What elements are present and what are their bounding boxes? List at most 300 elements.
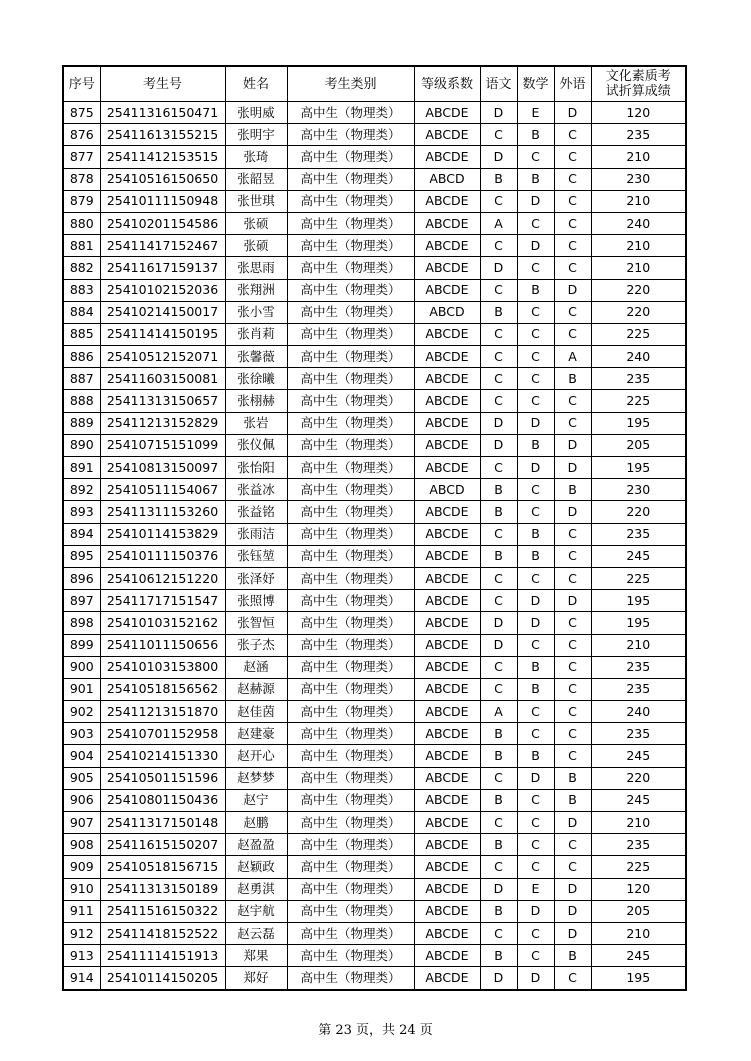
cell-category: 高中生（物理类） [287,567,414,589]
cell-category: 高中生（物理类） [287,168,414,190]
cell-grade-coefficient: ABCDE [414,146,480,168]
cell-exam-number: 25411313150657 [100,390,225,412]
cell-chinese: C [480,812,517,834]
cell-foreign-language: C [554,723,591,745]
cell-chinese: C [480,523,517,545]
cell-exam-number: 25410103153800 [100,656,225,678]
cell-chinese: D [480,412,517,434]
cell-foreign-language: B [554,945,591,967]
cell-grade-coefficient: ABCDE [414,834,480,856]
cell-grade-coefficient: ABCDE [414,967,480,990]
cell-index: 893 [63,501,100,523]
cell-chinese: C [480,235,517,257]
cell-converted-score: 235 [591,523,686,545]
score-table [62,65,687,991]
cell-grade-coefficient: ABCDE [414,434,480,456]
cell-name: 赵佳茵 [225,701,287,723]
cell-category: 高中生（物理类） [287,812,414,834]
cell-grade-coefficient: ABCDE [414,390,480,412]
cell-foreign-language: D [554,590,591,612]
cell-grade-coefficient: ABCDE [414,235,480,257]
cell-foreign-language: C [554,323,591,345]
cell-grade-coefficient: ABCD [414,479,480,501]
cell-index: 892 [63,479,100,501]
cell-converted-score: 210 [591,812,686,834]
cell-index: 901 [63,678,100,700]
cell-chinese: C [480,922,517,944]
cell-chinese: B [480,545,517,567]
cell-exam-number: 25410102152036 [100,279,225,301]
cell-index: 909 [63,856,100,878]
cell-category: 高中生（物理类） [287,368,414,390]
table-row [63,678,686,700]
cell-name: 张明威 [225,102,287,124]
cell-exam-number: 25411717151547 [100,590,225,612]
cell-name: 张岩 [225,412,287,434]
cell-chinese: B [480,501,517,523]
cell-grade-coefficient: ABCDE [414,612,480,634]
cell-math: C [517,257,554,279]
cell-category: 高中生（物理类） [287,701,414,723]
cell-category: 高中生（物理类） [287,257,414,279]
cell-foreign-language: C [554,745,591,767]
table-row [63,368,686,390]
cell-category: 高中生（物理类） [287,678,414,700]
cell-chinese: C [480,323,517,345]
cell-exam-number: 25410511154067 [100,479,225,501]
cell-category: 高中生（物理类） [287,834,414,856]
cell-index: 878 [63,168,100,190]
cell-index: 891 [63,457,100,479]
cell-grade-coefficient: ABCDE [414,634,480,656]
cell-category: 高中生（物理类） [287,412,414,434]
cell-index: 884 [63,301,100,323]
cell-converted-score: 210 [591,146,686,168]
cell-foreign-language: D [554,457,591,479]
cell-converted-score: 245 [591,945,686,967]
cell-converted-score: 195 [591,457,686,479]
header-chinese: 语文 [480,66,517,102]
cell-exam-number: 25410512152071 [100,346,225,368]
table-row [63,235,686,257]
cell-index: 894 [63,523,100,545]
table-row [63,834,686,856]
cell-category: 高中生（物理类） [287,612,414,634]
cell-math: D [517,412,554,434]
table-row [63,545,686,567]
cell-name: 赵鹏 [225,812,287,834]
page-footer: 第 23 页，共 24 页 [318,1023,433,1038]
cell-math: D [517,967,554,990]
cell-chinese: C [480,678,517,700]
cell-category: 高中生（物理类） [287,479,414,501]
cell-name: 张怡阳 [225,457,287,479]
cell-converted-score: 220 [591,301,686,323]
cell-chinese: C [480,279,517,301]
cell-exam-number: 25411613155215 [100,124,225,146]
cell-exam-number: 25410801150436 [100,789,225,811]
cell-grade-coefficient: ABCDE [414,457,480,479]
cell-converted-score: 240 [591,346,686,368]
cell-grade-coefficient: ABCDE [414,545,480,567]
table-row [63,767,686,789]
cell-foreign-language: B [554,767,591,789]
table-row [63,346,686,368]
cell-category: 高中生（物理类） [287,878,414,900]
table-row [63,878,686,900]
cell-exam-number: 25411213152829 [100,412,225,434]
cell-grade-coefficient: ABCDE [414,368,480,390]
cell-category: 高中生（物理类） [287,789,414,811]
cell-category: 高中生（物理类） [287,235,414,257]
cell-chinese: D [480,146,517,168]
cell-math: B [517,656,554,678]
cell-chinese: C [480,856,517,878]
cell-name: 张智恒 [225,612,287,634]
cell-index: 912 [63,922,100,944]
table-row [63,967,686,990]
cell-converted-score: 245 [591,789,686,811]
cell-grade-coefficient: ABCDE [414,102,480,124]
cell-converted-score: 225 [591,323,686,345]
cell-grade-coefficient: ABCD [414,301,480,323]
cell-category: 高中生（物理类） [287,146,414,168]
header-exam-number: 考生号 [100,66,225,102]
cell-converted-score: 235 [591,656,686,678]
cell-foreign-language: C [554,168,591,190]
cell-chinese: D [480,967,517,990]
header-index: 序号 [63,66,100,102]
cell-name: 张琦 [225,146,287,168]
cell-index: 914 [63,967,100,990]
cell-foreign-language: C [554,856,591,878]
cell-math: D [517,612,554,634]
cell-exam-number: 25411011150656 [100,634,225,656]
cell-name: 张仪佩 [225,434,287,456]
cell-converted-score: 235 [591,678,686,700]
cell-exam-number: 25410114150205 [100,967,225,990]
cell-converted-score: 245 [591,745,686,767]
cell-exam-number: 25411114151913 [100,945,225,967]
cell-category: 高中生（物理类） [287,124,414,146]
cell-math: C [517,390,554,412]
cell-index: 890 [63,434,100,456]
cell-index: 883 [63,279,100,301]
cell-grade-coefficient: ABCDE [414,856,480,878]
cell-index: 881 [63,235,100,257]
header-converted-score-line1: 文化素质考 [605,69,671,84]
header-foreign-language: 外语 [554,66,591,102]
cell-math: D [517,900,554,922]
cell-name: 赵宁 [225,789,287,811]
cell-grade-coefficient: ABCDE [414,701,480,723]
cell-exam-number: 25411516150322 [100,900,225,922]
cell-grade-coefficient: ABCDE [414,745,480,767]
cell-foreign-language: D [554,279,591,301]
cell-index: 889 [63,412,100,434]
cell-exam-number: 25410114153829 [100,523,225,545]
cell-foreign-language: D [554,812,591,834]
cell-name: 张硕 [225,235,287,257]
cell-math: D [517,235,554,257]
cell-chinese: B [480,479,517,501]
cell-name: 张照博 [225,590,287,612]
cell-index: 903 [63,723,100,745]
cell-exam-number: 25410111150948 [100,190,225,212]
cell-math: C [517,723,554,745]
cell-grade-coefficient: ABCD [414,168,480,190]
cell-category: 高中生（物理类） [287,301,414,323]
cell-chinese: C [480,656,517,678]
table-row [63,102,686,124]
cell-index: 879 [63,190,100,212]
cell-foreign-language: C [554,567,591,589]
cell-exam-number: 25411617159137 [100,257,225,279]
cell-exam-number: 25410516150650 [100,168,225,190]
cell-category: 高中生（物理类） [287,323,414,345]
cell-math: D [517,767,554,789]
cell-converted-score: 230 [591,479,686,501]
cell-math: B [517,279,554,301]
cell-index: 880 [63,212,100,234]
cell-index: 882 [63,257,100,279]
cell-chinese: C [480,346,517,368]
table-row [63,457,686,479]
cell-foreign-language: C [554,523,591,545]
header-grade-coefficient: 等级系数 [414,66,480,102]
cell-index: 900 [63,656,100,678]
cell-math: B [517,678,554,700]
cell-chinese: A [480,212,517,234]
cell-converted-score: 210 [591,235,686,257]
cell-converted-score: 225 [591,390,686,412]
cell-math: C [517,922,554,944]
cell-grade-coefficient: ABCDE [414,656,480,678]
cell-category: 高中生（物理类） [287,856,414,878]
cell-math: C [517,789,554,811]
cell-foreign-language: C [554,545,591,567]
table-row [63,190,686,212]
table-row [63,612,686,634]
cell-converted-score: 220 [591,767,686,789]
cell-exam-number: 25410518156715 [100,856,225,878]
cell-name: 赵勇淇 [225,878,287,900]
cell-category: 高中生（物理类） [287,900,414,922]
cell-math: E [517,878,554,900]
table-row [63,945,686,967]
cell-chinese: B [480,834,517,856]
cell-name: 赵宇航 [225,900,287,922]
cell-name: 赵盈盈 [225,834,287,856]
cell-name: 张益冰 [225,479,287,501]
cell-foreign-language: C [554,257,591,279]
cell-math: C [517,368,554,390]
cell-chinese: B [480,945,517,967]
cell-math: C [517,567,554,589]
cell-exam-number: 25411311153260 [100,501,225,523]
cell-category: 高中生（物理类） [287,967,414,990]
cell-category: 高中生（物理类） [287,102,414,124]
cell-category: 高中生（物理类） [287,501,414,523]
cell-name: 张徐曦 [225,368,287,390]
cell-index: 888 [63,390,100,412]
cell-index: 908 [63,834,100,856]
cell-exam-number: 25411615150207 [100,834,225,856]
cell-converted-score: 120 [591,102,686,124]
cell-name: 赵赫源 [225,678,287,700]
cell-chinese: C [480,567,517,589]
cell-grade-coefficient: ABCDE [414,590,480,612]
cell-converted-score: 235 [591,834,686,856]
cell-grade-coefficient: ABCDE [414,124,480,146]
cell-foreign-language: D [554,102,591,124]
cell-grade-coefficient: ABCDE [414,501,480,523]
table-row [63,590,686,612]
cell-math: C [517,212,554,234]
header-converted-score-line2: 试折算成绩 [605,84,671,99]
table-row [63,723,686,745]
cell-foreign-language: C [554,656,591,678]
cell-grade-coefficient: ABCDE [414,812,480,834]
cell-math: B [517,124,554,146]
cell-name: 张思雨 [225,257,287,279]
cell-math: C [517,856,554,878]
cell-converted-score: 195 [591,590,686,612]
cell-math: D [517,190,554,212]
cell-category: 高中生（物理类） [287,390,414,412]
cell-exam-number: 25411414150195 [100,323,225,345]
cell-category: 高中生（物理类） [287,767,414,789]
table-row [63,323,686,345]
cell-math: C [517,146,554,168]
table-row [63,656,686,678]
cell-category: 高中生（物理类） [287,656,414,678]
cell-math: D [517,457,554,479]
cell-exam-number: 25410214151330 [100,745,225,767]
cell-converted-score: 235 [591,368,686,390]
cell-grade-coefficient: ABCDE [414,323,480,345]
cell-grade-coefficient: ABCDE [414,190,480,212]
cell-index: 887 [63,368,100,390]
cell-index: 904 [63,745,100,767]
cell-foreign-language: D [554,501,591,523]
cell-converted-score: 205 [591,900,686,922]
cell-converted-score: 240 [591,701,686,723]
cell-converted-score: 210 [591,190,686,212]
cell-chinese: C [480,590,517,612]
cell-exam-number: 25411313150189 [100,878,225,900]
cell-chinese: C [480,767,517,789]
cell-grade-coefficient: ABCDE [414,412,480,434]
cell-foreign-language: C [554,412,591,434]
cell-foreign-language: C [554,612,591,634]
cell-math: C [517,323,554,345]
cell-name: 张泽妤 [225,567,287,589]
cell-foreign-language: C [554,124,591,146]
cell-name: 张益铭 [225,501,287,523]
cell-math: C [517,634,554,656]
cell-name: 赵梦梦 [225,767,287,789]
cell-name: 郑好 [225,967,287,990]
cell-foreign-language: B [554,789,591,811]
cell-category: 高中生（物理类） [287,745,414,767]
cell-exam-number: 25411417152467 [100,235,225,257]
cell-exam-number: 25411316150471 [100,102,225,124]
table-row [63,900,686,922]
cell-category: 高中生（物理类） [287,945,414,967]
cell-math: B [517,523,554,545]
table-row [63,124,686,146]
cell-index: 913 [63,945,100,967]
cell-index: 877 [63,146,100,168]
cell-index: 905 [63,767,100,789]
cell-converted-score: 205 [591,434,686,456]
header-math: 数学 [517,66,554,102]
cell-chinese: D [480,257,517,279]
cell-exam-number: 25410201154586 [100,212,225,234]
cell-math: E [517,102,554,124]
cell-name: 张雨洁 [225,523,287,545]
cell-converted-score: 235 [591,723,686,745]
cell-math: B [517,545,554,567]
table-row [63,479,686,501]
cell-category: 高中生（物理类） [287,545,414,567]
cell-chinese: B [480,900,517,922]
cell-exam-number: 25410214150017 [100,301,225,323]
table-row [63,567,686,589]
cell-index: 876 [63,124,100,146]
cell-chinese: C [480,457,517,479]
cell-foreign-language: C [554,390,591,412]
cell-chinese: A [480,701,517,723]
cell-foreign-language: D [554,922,591,944]
cell-exam-number: 25411418152522 [100,922,225,944]
cell-math: D [517,590,554,612]
cell-exam-number: 25410501151596 [100,767,225,789]
table-row [63,634,686,656]
cell-category: 高中生（物理类） [287,190,414,212]
cell-exam-number: 25410103152162 [100,612,225,634]
cell-converted-score: 220 [591,279,686,301]
cell-math: C [517,945,554,967]
cell-index: 906 [63,789,100,811]
cell-index: 902 [63,701,100,723]
cell-foreign-language: C [554,190,591,212]
cell-math: C [517,501,554,523]
cell-index: 910 [63,878,100,900]
table-header-row [63,66,686,102]
cell-exam-number: 25411412153515 [100,146,225,168]
cell-converted-score: 210 [591,257,686,279]
table-row [63,434,686,456]
cell-grade-coefficient: ABCDE [414,567,480,589]
table-body [63,102,686,990]
cell-math: C [517,834,554,856]
cell-category: 高中生（物理类） [287,723,414,745]
cell-name: 张硕 [225,212,287,234]
cell-name: 张钰堃 [225,545,287,567]
cell-name: 张小雪 [225,301,287,323]
cell-name: 张翔洲 [225,279,287,301]
cell-name: 赵云磊 [225,922,287,944]
cell-grade-coefficient: ABCDE [414,767,480,789]
cell-exam-number: 25410612151220 [100,567,225,589]
cell-exam-number: 25410813150097 [100,457,225,479]
cell-foreign-language: D [554,434,591,456]
cell-converted-score: 240 [591,212,686,234]
cell-index: 898 [63,612,100,634]
cell-grade-coefficient: ABCDE [414,900,480,922]
